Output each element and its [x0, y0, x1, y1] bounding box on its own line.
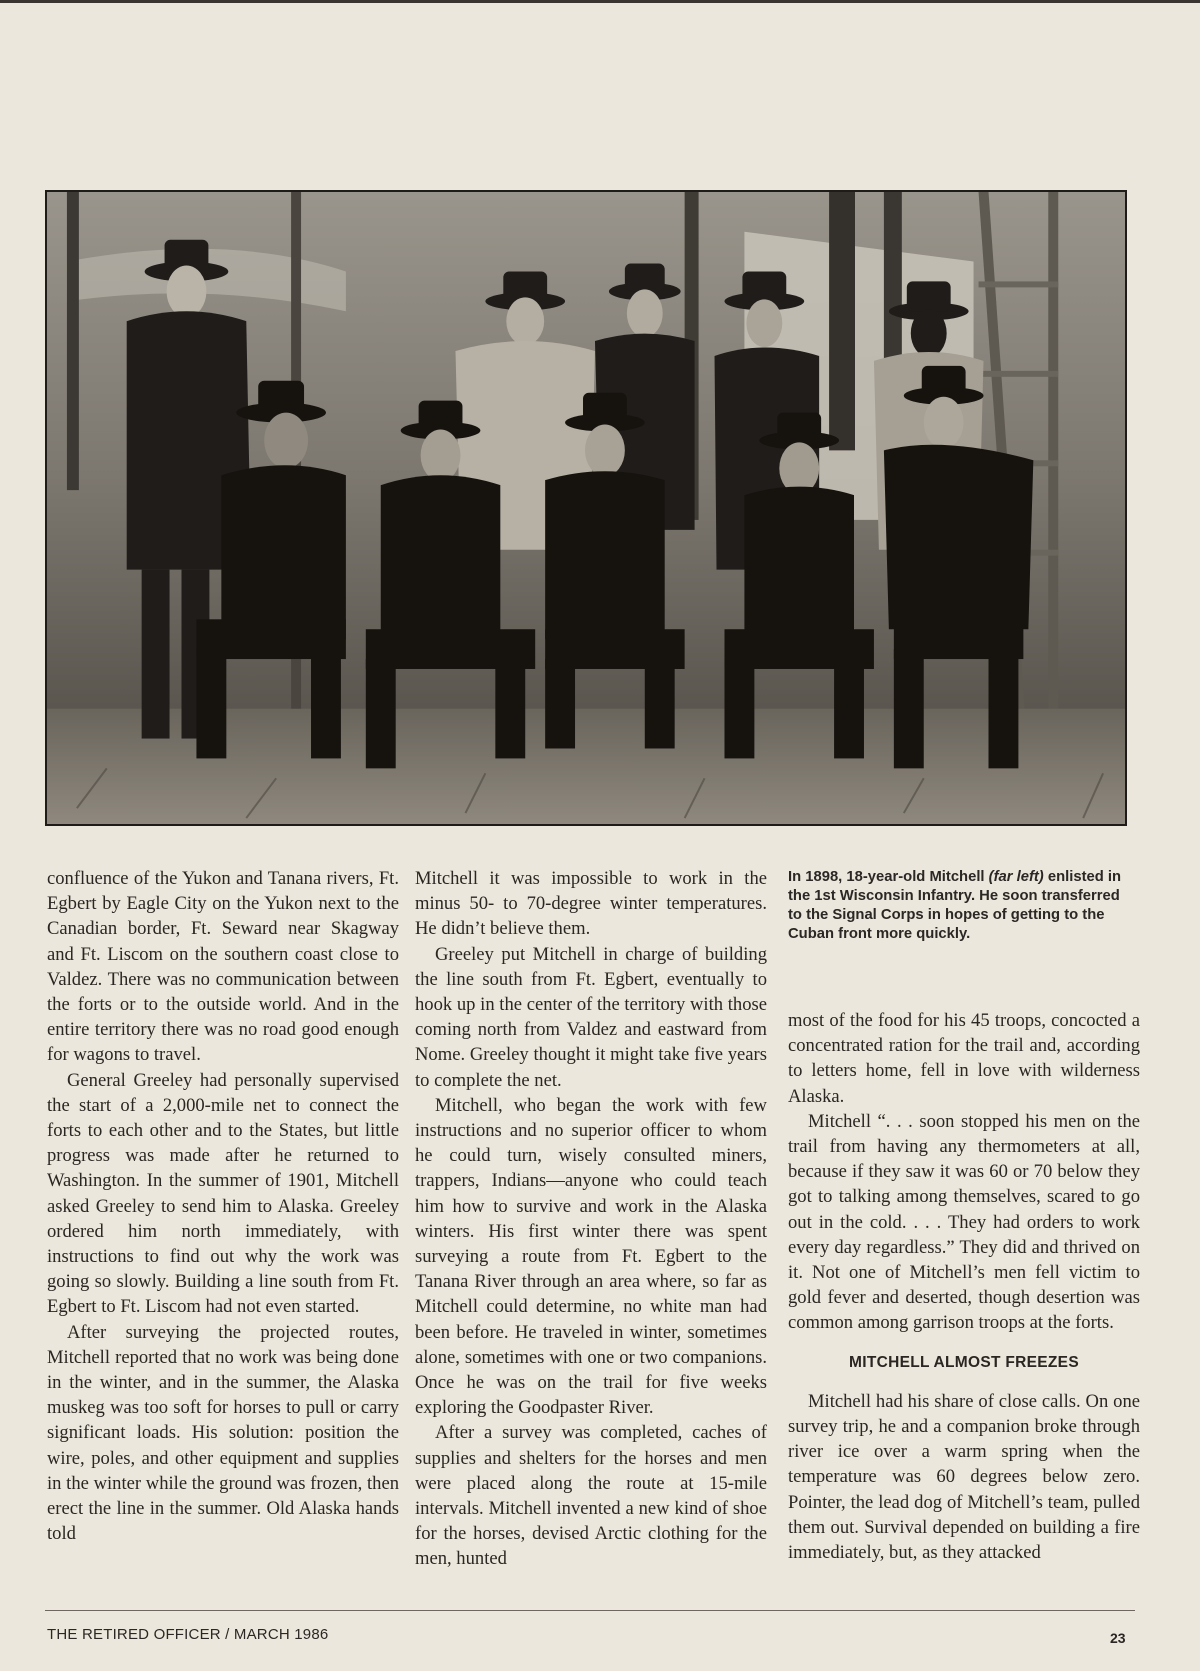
section-subhead: MITCHELL ALMOST FREEZES: [849, 1353, 1079, 1371]
text-column-3: [788, 1008, 1140, 1565]
text-column-2: [415, 866, 767, 1572]
caption-text: In 1898, 18-year-old Mitchell: [788, 869, 989, 885]
photograph-icon: [47, 192, 1125, 824]
paragraph: confluence of the Yukon and Tanana rivers, Ft. Egbert by Eagle City on the Yukon next to the Canadian border, Ft. Seward near Skagway and Ft. Liscom on the southern coast close to Valdez. There was no communication between the forts or to the outside world. And in the entire territory there was no road good enough for wagons to travel.: [47, 868, 399, 1066]
paragraph: General Greeley had personally supervised the start of a 2,000-mile net to connect the forts to each other and to the States, but little progress was made after he returned to Washington. In the summer of 1901, Mitchell asked Greeley to send him to Alaska. Greeley ordered him north immediately, with instructions to find out why the work was going so slowly. Building a line south from Ft. Egbert to Ft. Liscom had not even started.: [47, 1069, 399, 1318]
paragraph: After surveying the projected routes, Mitchell reported that no work was being done in the winter, and in the summer, the Alaska muskeg was too soft for horses to pull or carry significant loads. His solution: position the wire, poles, and other equipment and supplies in the winter while the ground was frozen, then erect the line in the summer. Old Alaska hands told: [47, 1321, 399, 1545]
paragraph: After a survey was completed, caches of supplies and shelters for the horses and men were placed along the route at 15-mile intervals. Mitchell invented a new kind of shoe for the horses, devised Arctic clothing for the men, hunted: [415, 1422, 767, 1570]
footer-rule: [45, 1610, 1135, 1611]
paragraph: Mitchell, who began the work with few instructions and no superior officer to whom he could turn, wisely consulted miners, trappers, Indians—anyone who could teach him how to survive and work in the Alaska winters. His first winter there was spent surveying a route from Ft. Egbert to the Tanana River through an area where, so far as Mitchell could determine, no white man had been before. He traveled in winter, sometimes alone, sometimes with one or two companions. Once he was on the trail for five weeks exploring the Goodpaster River.: [415, 1094, 767, 1419]
publication-footer: THE RETIRED OFFICER / MARCH 1986: [47, 1626, 329, 1643]
paragraph: Mitchell “. . . soon stopped his men on the trail from having any thermometers at all, because if they saw it was 60 or 70 below they got to talking among themselves, scared to go out in the cold. . . . They had orders to work every day regardless.” They did and thrived on it. Not one of Mitchell’s men fell victim to gold fever and deserted, though desertion was common among garrison troops at the forts.: [788, 1110, 1140, 1334]
group-photograph: [45, 190, 1127, 826]
top-rule: [0, 0, 1200, 3]
caption-text-cont: enlisted in the 1st Wisconsin Infantry. He soon transferred to the Signal Corps in hopes of getting to the Cuban front more quickly.: [788, 869, 1122, 942]
text-column-1: [47, 866, 399, 1546]
photo-caption: [788, 868, 1134, 944]
paragraph: most of the food for his 45 troops, concocted a concentrated ration for the trail and, according to letters home, fell in love with wilderness Alaska.: [788, 1010, 1140, 1107]
caption-italic: (far left): [988, 869, 1044, 885]
paragraph: Mitchell had his share of close calls. On one survey trip, he and a companion broke through river ice over a warm spring when the temperature was 60 degrees below zero. Pointer, the lead dog of Mitchell’s team, pulled them out. Survival depended on building a fire immediately, but, as they attacked: [788, 1390, 1140, 1564]
paragraph: Greeley put Mitchell in charge of building the line south from Ft. Egbert, eventually to hook up in the center of the territory with those coming north from Valdez and eastward from Nome. Greeley thought it might take five years to complete the net.: [415, 943, 767, 1091]
page-number: 23: [1110, 1630, 1126, 1646]
paragraph: Mitchell it was impossible to work in the minus 50- to 70-degree winter temperatures. He didn’t believe them.: [415, 868, 767, 940]
